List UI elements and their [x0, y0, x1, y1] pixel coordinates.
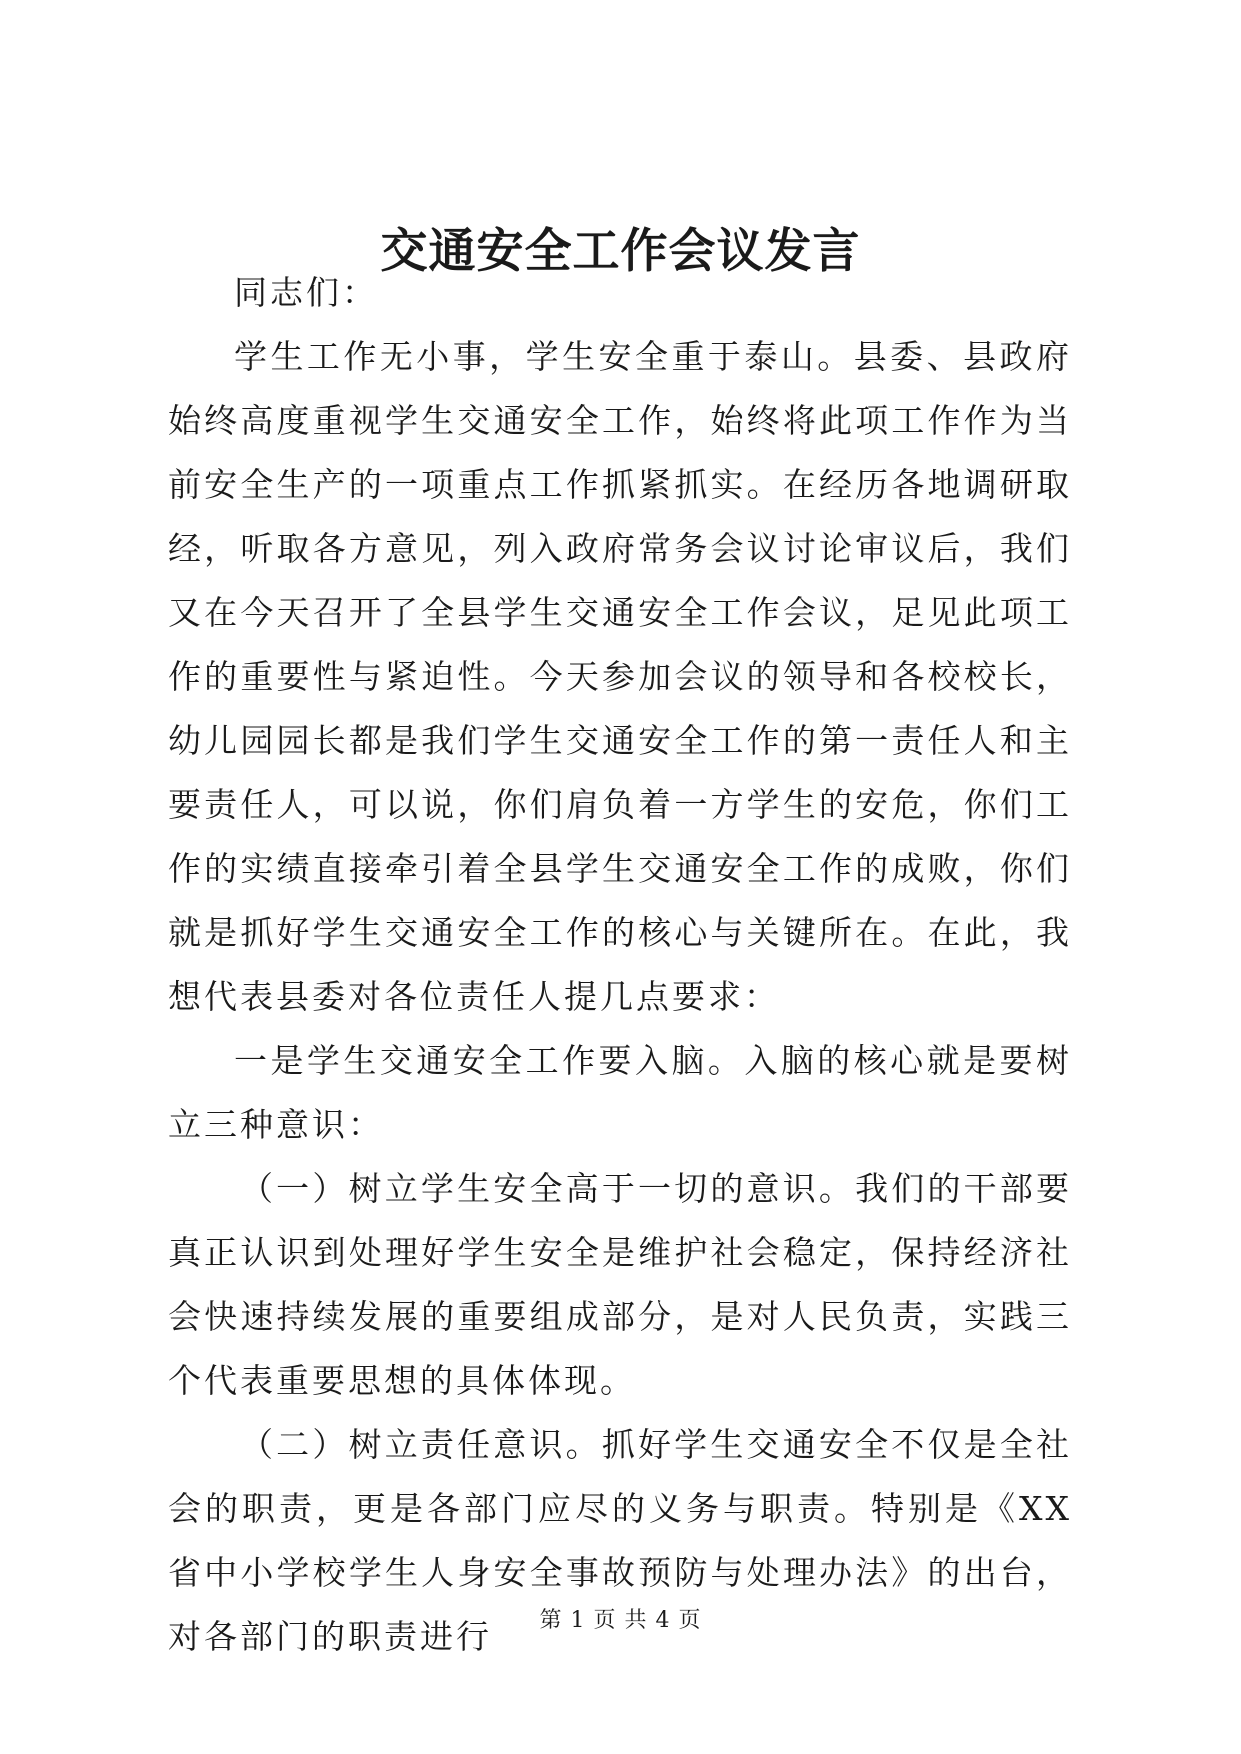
paragraph-intro: 学生工作无小事，学生安全重于泰山。县委、县政府始终高度重视学生交通安全工作，始终将此项工作作为当前安全生产的一项重点工作抓紧抓实。在经历各地调研取经，听取各方意见，列入政府常务会议讨论审议后，我们又在今天召开了全县学生交通安全工作会议，足见此项工作的重要性与紧迫性。今天参加会议的领导和各校校长，幼儿园园长都是我们学生交通安全工作的第一责任人和主要责任人，可以说，你们肩负着一方学生的安危，你们工作的实绩直接牵引着全县学生交通安全工作的成败，你们就是抓好学生交通安全工作的核心与关键所在。在此，我想代表县委对各位责任人提几点要求： — [168, 337, 1072, 1016]
document-title: 交通安全工作会议发言 — [380, 224, 861, 279]
paragraph-point-one: 一是学生交通安全工作要入脑。入脑的核心就是要树立三种意识： — [168, 1041, 1072, 1144]
paragraph-subpoint-one: （一）树立学生安全高于一切的意识。我们的干部要真正认识到处理好学生安全是维护社会稳定，保持经济社会快速持续发展的重要组成部分，是对人民负责，实践三个代表重要思想的具体体现。 — [168, 1169, 1072, 1400]
salutation: 同志们： — [234, 273, 378, 312]
document-body — [168, 261, 1072, 1669]
paragraph-subpoint-two: （二）树立责任意识。抓好学生交通安全不仅是全社会的职责，更是各部门应尽的义务与职责。特别是《XX省中小学校学生人身安全事故预防与处理办法》的出台，对各部门的职责进行 — [168, 1425, 1072, 1656]
page-footer: 第 1 页 共 4 页 — [539, 1608, 702, 1633]
